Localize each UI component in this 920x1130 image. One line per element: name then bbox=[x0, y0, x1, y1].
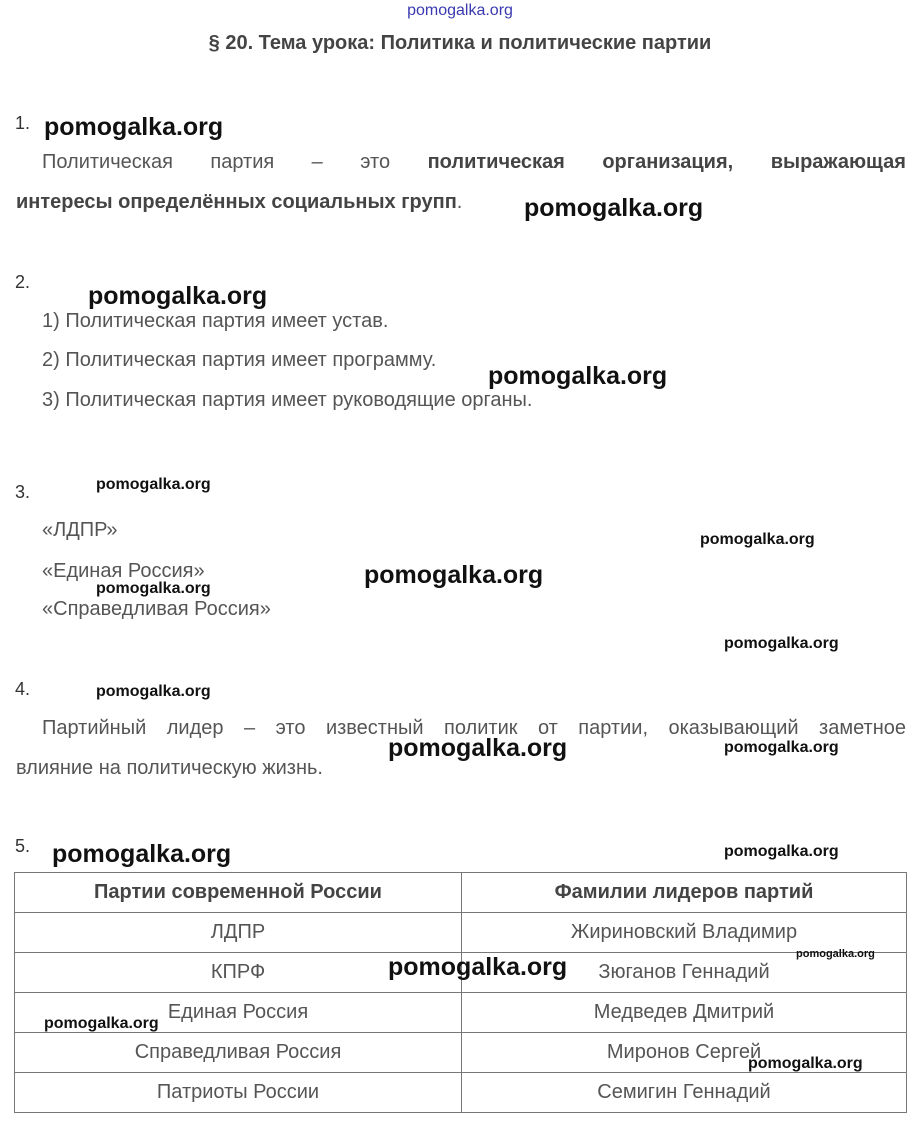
watermark: pomogalka.org bbox=[488, 362, 668, 390]
party-leaders-table bbox=[14, 872, 907, 1113]
word: партия bbox=[210, 151, 275, 173]
page-title: § 20. Тема урока: Политика и политические партии bbox=[208, 32, 712, 54]
word: оказывающий bbox=[668, 717, 799, 739]
period: . bbox=[456, 191, 463, 213]
section-2-number: 2. bbox=[15, 272, 31, 292]
section-1-paragraph bbox=[16, 142, 906, 222]
watermark: pomogalka.org bbox=[96, 476, 211, 493]
watermark: pomogalka.org bbox=[796, 948, 875, 960]
word: лидер bbox=[166, 717, 224, 739]
top-watermark: pomogalka.org bbox=[407, 2, 513, 19]
leader-cell: Медведев Дмитрий bbox=[462, 993, 907, 1033]
watermark: pomogalka.org bbox=[388, 953, 568, 981]
list-item: 2) Политическая партия имеет программу. bbox=[42, 349, 437, 371]
list-item: 1) Политическая партия имеет устав. bbox=[42, 310, 389, 332]
leader-cell: Миронов Сергей bbox=[462, 1033, 907, 1073]
column-header-leaders: Фамилии лидеров партий bbox=[462, 873, 907, 913]
table-header-row bbox=[15, 873, 907, 913]
word: известный bbox=[325, 717, 424, 739]
bold-word: организация, bbox=[602, 151, 734, 173]
section-1-number: 1. bbox=[15, 113, 31, 133]
watermark: pomogalka.org bbox=[724, 739, 839, 756]
party-cell: Патриоты России bbox=[15, 1073, 462, 1113]
party-cell: Справедливая Россия bbox=[15, 1033, 462, 1073]
word: от bbox=[537, 717, 558, 739]
section-5-number: 5. bbox=[15, 836, 31, 856]
word: это bbox=[360, 151, 391, 173]
bold-word: выражающая bbox=[770, 151, 906, 173]
party-cell: ЛДПР bbox=[15, 913, 462, 953]
list-item: «ЛДПР» bbox=[42, 519, 118, 541]
watermark: pomogalka.org bbox=[388, 734, 568, 762]
watermark: pomogalka.org bbox=[724, 843, 839, 860]
word: политик bbox=[444, 717, 518, 739]
table-row bbox=[15, 1073, 907, 1113]
section-3-number: 3. bbox=[15, 482, 31, 502]
word: – bbox=[244, 717, 256, 739]
table-row bbox=[15, 913, 907, 953]
watermark: pomogalka.org bbox=[524, 194, 704, 222]
list-item: 3) Политическая партия имеет руководящие органы. bbox=[42, 389, 533, 411]
watermark: pomogalka.org bbox=[724, 635, 839, 652]
leader-cell: Зюганов Геннадий bbox=[462, 953, 907, 993]
list-item: «Единая Россия» bbox=[42, 560, 205, 582]
word: партии, bbox=[578, 717, 648, 739]
section-1-line-1 bbox=[16, 142, 906, 182]
word: Партийный bbox=[42, 717, 147, 739]
word: заметное bbox=[819, 717, 906, 739]
watermark: pomogalka.org bbox=[364, 561, 544, 589]
watermark: pomogalka.org bbox=[748, 1055, 863, 1072]
watermark: pomogalka.org bbox=[52, 840, 232, 868]
word: это bbox=[275, 717, 306, 739]
list-item: «Справедливая Россия» bbox=[42, 598, 271, 620]
word: – bbox=[311, 151, 323, 173]
bold-phrase: интересы определённых социальных групп bbox=[16, 191, 457, 213]
party-cell: КПРФ bbox=[15, 953, 462, 993]
word: Политическая bbox=[42, 151, 173, 173]
watermark: pomogalka.org bbox=[700, 531, 815, 548]
watermark: pomogalka.org bbox=[88, 282, 268, 310]
section-1-line-2 bbox=[16, 182, 906, 222]
leader-cell: Семигин Геннадий bbox=[462, 1073, 907, 1113]
section-4-line-2: влияние на политическую жизнь. bbox=[16, 757, 323, 779]
watermark: pomogalka.org bbox=[44, 113, 224, 141]
party-cell: Единая Россия bbox=[15, 993, 462, 1033]
watermark: pomogalka.org bbox=[96, 580, 211, 597]
bold-word: политическая bbox=[427, 151, 565, 173]
section-4-number: 4. bbox=[15, 679, 31, 699]
watermark: pomogalka.org bbox=[96, 683, 211, 700]
watermark: pomogalka.org bbox=[44, 1015, 159, 1032]
column-header-parties: Партии современной России bbox=[15, 873, 462, 913]
leader-cell: Жириновский Владимир bbox=[462, 913, 907, 953]
